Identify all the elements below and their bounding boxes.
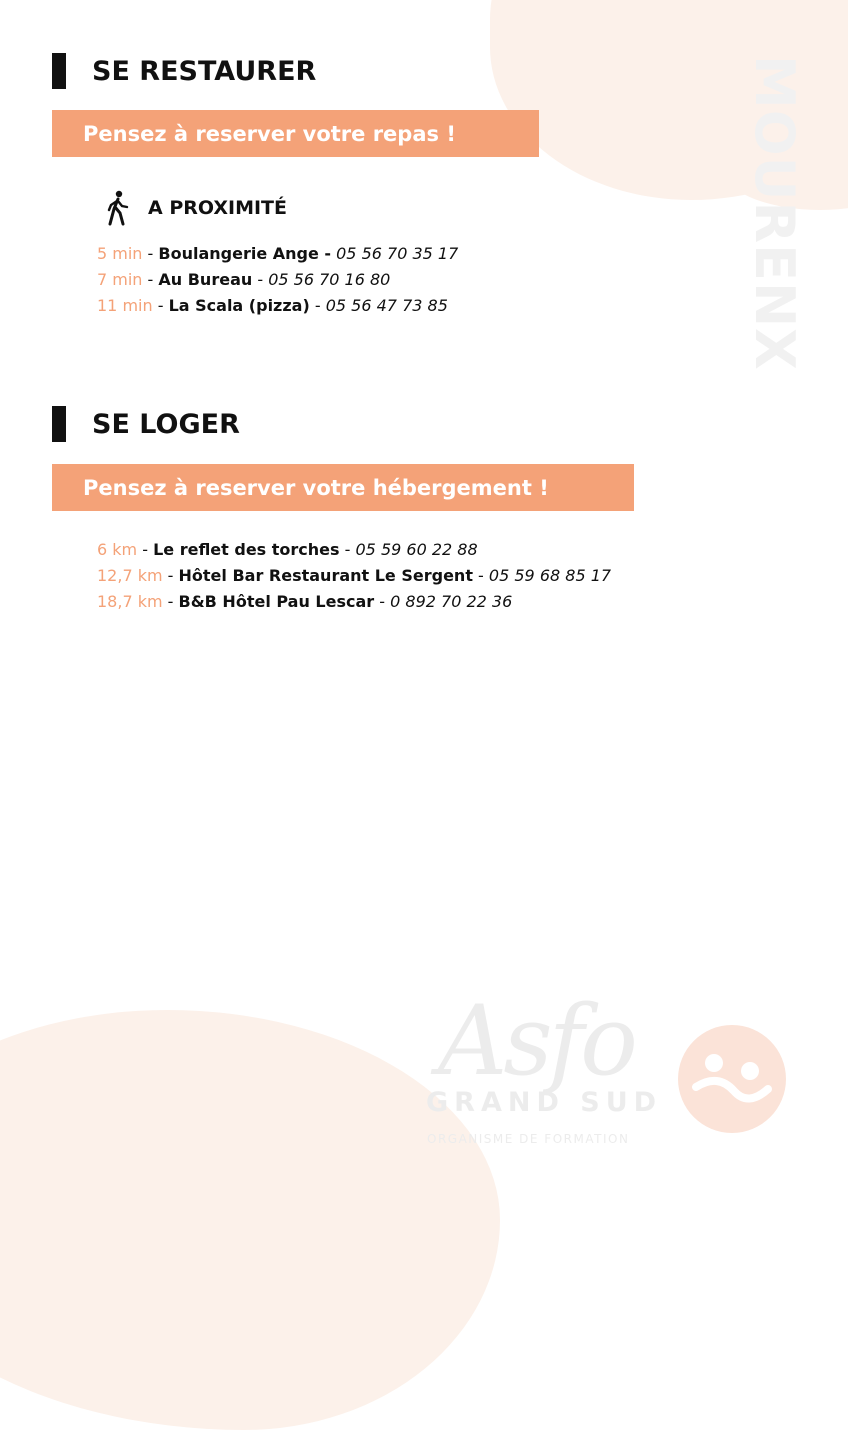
logo-name: GRAND SUD [426,1087,663,1118]
walking-person-icon [104,190,130,226]
item-separator: - [162,592,179,611]
heading-bar [52,406,66,442]
item-separator: - [152,296,169,315]
item-separator: - [142,270,159,289]
item-name: Boulangerie Ange - [158,244,332,263]
item-distance: 18,7 km [97,592,163,611]
item-name: Hôtel Bar Restaurant Le Sergent [178,566,473,585]
banner-reserve-repas: Pensez à reserver votre repas ! [52,110,539,157]
section-heading-restaurer [52,53,316,89]
proximity-label: A PROXIMITÉ [148,197,287,219]
item-separator: - [339,540,356,559]
list-item [97,241,458,267]
city-watermark: MOURENX [743,55,806,371]
item-phone: 05 59 68 85 17 [488,566,612,585]
item-distance: 11 min [97,296,153,315]
section-heading-loger [52,406,240,442]
list-item [97,537,611,563]
item-separator: - [374,592,391,611]
item-name: Le reflet des torches [153,540,340,559]
item-name: La Scala (pizza) [168,296,310,315]
list-item [97,563,611,589]
item-phone: 05 59 60 22 88 [355,540,478,559]
logo-emblem-icon [678,1025,786,1133]
item-separator: - [142,244,159,263]
item-separator: - [472,566,489,585]
restaurant-list [97,241,458,319]
item-separator: - [162,566,179,585]
item-phone: 05 56 47 73 85 [325,296,448,315]
logo-tagline: ORGANISME DE FORMATION [427,1132,630,1146]
item-separator: - [137,540,154,559]
heading-bar [52,53,66,89]
list-item [97,589,611,615]
list-item [97,293,458,319]
proximity-heading [104,190,287,226]
logo-script: Asfo [438,985,634,1097]
banner-reserve-hebergement: Pensez à reserver votre hébergement ! [52,464,634,511]
item-phone: 05 56 70 35 17 [336,244,459,263]
item-distance: 5 min [97,244,143,263]
item-phone: 0 892 70 22 36 [390,592,513,611]
section-title: SE RESTAURER [92,55,317,87]
section-title: SE LOGER [92,408,240,440]
item-distance: 7 min [97,270,143,289]
asfo-logo [420,985,800,1175]
lodging-list [97,537,611,615]
item-phone: 05 56 70 16 80 [268,270,391,289]
item-distance: 12,7 km [97,566,163,585]
item-separator: - [252,270,269,289]
item-name: Au Bureau [158,270,253,289]
item-separator: - [309,296,326,315]
item-name: B&B Hôtel Pau Lescar [178,592,375,611]
item-distance: 6 km [97,540,138,559]
list-item [97,267,458,293]
logo-figures-icon [678,1025,786,1133]
